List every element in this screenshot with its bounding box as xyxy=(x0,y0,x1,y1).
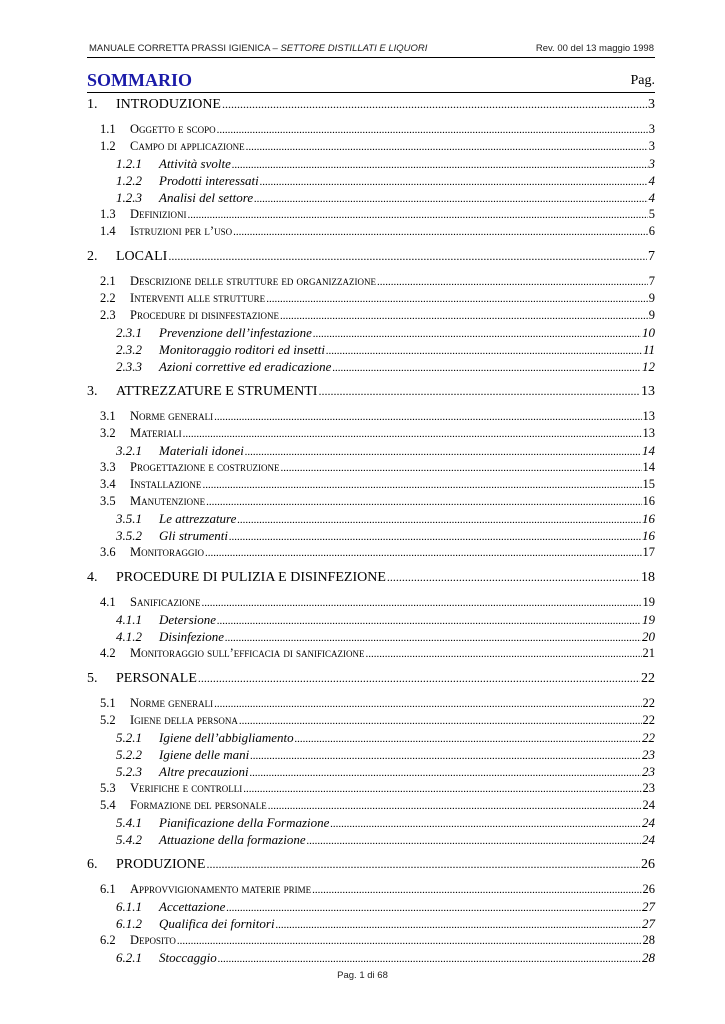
toc-entry-number: 5.4.2 xyxy=(116,832,142,847)
toc-entry-number: 4.1.2 xyxy=(116,629,142,644)
toc-entry-page: 13 xyxy=(642,426,655,440)
toc-dot-leader xyxy=(312,884,641,896)
page-footer: Pag. 1 di 68 xyxy=(337,970,388,981)
toc-entry-page: 26 xyxy=(642,882,655,896)
toc-entry-label: Stoccaggio xyxy=(159,950,217,965)
toc-entry[interactable] xyxy=(87,747,655,763)
toc-dot-leader xyxy=(377,276,648,288)
toc-entry[interactable] xyxy=(87,612,655,628)
toc-dot-leader xyxy=(326,345,642,357)
toc-entry-number: 3.1 xyxy=(100,409,116,423)
toc-entry[interactable] xyxy=(87,274,655,289)
toc-entry[interactable] xyxy=(87,443,655,459)
toc-entry[interactable] xyxy=(87,494,655,509)
toc-dot-leader xyxy=(313,328,641,340)
toc-entry-page: 16 xyxy=(642,528,655,543)
toc-entry-label: Monitoraggio xyxy=(130,545,204,559)
toc-entry-label: Campo di applicazione xyxy=(130,139,245,153)
toc-entry[interactable] xyxy=(87,713,655,728)
toc-dot-leader xyxy=(268,800,642,812)
toc-entry[interactable] xyxy=(87,325,655,341)
toc-dot-leader xyxy=(237,514,641,526)
toc-heading xyxy=(87,70,655,93)
toc-entry-label: Manutenzione xyxy=(130,494,206,508)
toc-dot-leader xyxy=(276,919,641,931)
toc-entry-number: 1.2.3 xyxy=(116,190,142,205)
toc-entry-page: 11 xyxy=(642,342,655,357)
toc-entry-label: Materiali xyxy=(130,426,182,440)
toc-entry[interactable] xyxy=(87,207,655,222)
toc-entry-label: Prevenzione dell’infestazione xyxy=(159,325,312,340)
toc-entry[interactable] xyxy=(87,545,655,560)
toc-dot-leader xyxy=(365,648,641,660)
toc-dot-leader xyxy=(217,615,641,627)
toc-entry-number: 1.1 xyxy=(100,122,116,136)
toc-entry-label: Monitoraggio roditori ed insetti xyxy=(159,342,325,357)
toc-entry-label: Interventi alle strutture xyxy=(130,291,266,305)
toc-entry-number: 6.1.2 xyxy=(116,916,142,931)
toc-entry-number: 5.3 xyxy=(100,781,116,795)
toc-entry-page: 24 xyxy=(642,815,655,830)
toc-entry-number: 3.5 xyxy=(100,494,116,508)
toc-entry[interactable] xyxy=(87,460,655,475)
toc-dot-leader xyxy=(243,783,641,795)
toc-dot-leader xyxy=(307,835,641,847)
toc-entry-number: 4.1.1 xyxy=(116,612,142,627)
toc-entry-number: 3.5.2 xyxy=(116,528,142,543)
header-title: MANUALE CORRETTA PRASSI IGIENICA – SETTORE DISTILLATI E LIQUORI xyxy=(89,43,428,54)
toc-dot-leader xyxy=(217,124,648,136)
toc-entry[interactable] xyxy=(87,857,655,873)
toc-entry[interactable] xyxy=(87,570,655,586)
toc-entry[interactable] xyxy=(87,764,655,780)
toc-entry[interactable] xyxy=(87,156,655,172)
page-header xyxy=(87,41,655,58)
toc-entry[interactable] xyxy=(87,730,655,746)
toc-entry-number: 3.5.1 xyxy=(116,511,142,526)
toc-dot-leader xyxy=(250,767,641,779)
toc-dot-leader xyxy=(254,193,647,205)
toc-entry-page: 20 xyxy=(642,629,655,644)
toc-entry-label: Disinfezione xyxy=(159,629,224,644)
toc-entry[interactable] xyxy=(87,511,655,527)
toc-entry-label: Accettazione xyxy=(159,899,226,914)
toc-entry-number: 3.6 xyxy=(100,545,116,559)
toc-entry[interactable] xyxy=(87,899,655,915)
toc-entry[interactable] xyxy=(87,815,655,831)
toc-entry-number: 3.4 xyxy=(100,477,116,491)
toc-entry[interactable] xyxy=(87,629,655,645)
toc-entry-page: 23 xyxy=(642,747,655,762)
toc-entry-number: 6. xyxy=(87,857,98,872)
toc-entry-number: 4.2 xyxy=(100,646,116,660)
toc-entry-number: 3. xyxy=(87,384,98,399)
toc-entry-number: 3.3 xyxy=(100,460,116,474)
toc-entry-page: 3 xyxy=(648,97,655,112)
toc-entry-page: 27 xyxy=(642,916,655,931)
toc-entry[interactable] xyxy=(87,224,655,239)
toc-entry-number: 2. xyxy=(87,249,98,264)
toc-entry[interactable] xyxy=(87,528,655,544)
toc-entry-number: 2.1 xyxy=(100,274,116,288)
toc-entry-page: 24 xyxy=(642,832,655,847)
toc-entry-label: Descrizione delle strutture ed organizzazione xyxy=(130,274,376,288)
toc-entry-number: 6.2 xyxy=(100,933,116,947)
toc-dot-leader xyxy=(239,715,642,727)
toc-entry-page: 14 xyxy=(642,443,655,458)
toc-entry-number: 1.3 xyxy=(100,207,116,221)
toc-dot-leader xyxy=(245,446,641,458)
toc-entry-page: 16 xyxy=(642,511,655,526)
toc-dot-leader xyxy=(183,428,642,440)
toc-entry-page: 5 xyxy=(648,207,655,221)
toc-entry-label: INTRODUZIONE xyxy=(116,97,221,112)
toc-entry-label: Materiali idonei xyxy=(159,443,244,458)
toc-entry-page: 3 xyxy=(648,139,655,153)
toc-entry-label: Deposito xyxy=(130,933,176,947)
toc-entry-number: 1.4 xyxy=(100,224,116,238)
toc-dot-leader xyxy=(246,141,648,153)
toc-entry-label: Definizioni xyxy=(130,207,187,221)
toc-dot-leader xyxy=(222,97,647,112)
toc-dot-leader xyxy=(188,209,648,221)
toc-entry[interactable] xyxy=(87,832,655,848)
toc-entry-label: Installazione xyxy=(130,477,202,491)
toc-entry-page: 7 xyxy=(648,274,655,288)
toc-entry-page: 19 xyxy=(642,595,655,609)
toc-dot-leader xyxy=(330,818,641,830)
toc-dot-leader xyxy=(226,902,641,914)
toc-entry-number: 2.3.3 xyxy=(116,359,142,374)
toc-entry-page: 21 xyxy=(642,646,655,660)
toc-entry-label: Le attrezzature xyxy=(159,511,237,526)
toc-dot-leader xyxy=(250,750,641,762)
toc-dot-leader xyxy=(295,733,641,745)
toc-entry[interactable] xyxy=(87,291,655,306)
toc-entry-page: 19 xyxy=(642,612,655,627)
toc-entry-label: LOCALI xyxy=(116,249,168,264)
toc-entry-label: Detersione xyxy=(159,612,217,627)
toc-entry-label: Analisi del settore xyxy=(159,190,254,205)
toc-entry-page: 12 xyxy=(642,359,655,374)
toc-entry-number: 5. xyxy=(87,671,98,686)
toc-entry-label: Procedure di disinfestazione xyxy=(130,308,279,322)
toc-entry[interactable] xyxy=(87,308,655,323)
toc-entry[interactable] xyxy=(87,950,655,966)
toc-entry-label: Progettazione e costruzione xyxy=(130,460,280,474)
toc-entry-page: 23 xyxy=(642,764,655,779)
toc-entry-label: Norme generali xyxy=(130,696,214,710)
toc-dot-leader xyxy=(206,857,640,872)
toc-entry-page: 18 xyxy=(641,570,655,585)
toc-entry-label: Norme generali xyxy=(130,409,214,423)
toc-dot-leader xyxy=(318,384,640,399)
toc-entry-page: 27 xyxy=(642,899,655,914)
toc-entry-number: 5.4 xyxy=(100,798,116,812)
toc-entry-number: 3.2.1 xyxy=(116,443,142,458)
toc-entry[interactable] xyxy=(87,426,655,441)
toc-dot-leader xyxy=(266,293,648,305)
toc-entry-label: Verifiche e controlli xyxy=(130,781,243,795)
toc-entry-page: 16 xyxy=(642,494,655,508)
toc-entry-number: 5.2.1 xyxy=(116,730,142,745)
toc-entry-label: Approvvigionamento materie prime xyxy=(130,882,312,896)
toc-entry-page: 3 xyxy=(648,156,655,171)
toc-entry-number: 5.2 xyxy=(100,713,116,727)
toc-entry[interactable] xyxy=(87,359,655,375)
toc-entry-label: Attuazione della formazione xyxy=(159,832,306,847)
toc-entry-label: ATTREZZATURE E STRUMENTI xyxy=(116,384,318,399)
toc-entry-page: 15 xyxy=(642,477,655,491)
toc-title: SOMMARIO xyxy=(87,70,192,90)
toc-entry[interactable] xyxy=(87,933,655,948)
toc-entry[interactable] xyxy=(87,798,655,813)
toc-entry[interactable] xyxy=(87,190,655,206)
toc-dot-leader xyxy=(332,362,641,374)
toc-entry-page: 28 xyxy=(642,950,655,965)
toc-dot-leader xyxy=(205,547,642,559)
toc-dot-leader xyxy=(229,531,641,543)
toc-entry-page: 9 xyxy=(648,308,655,322)
toc-entry[interactable] xyxy=(87,882,655,897)
toc-entry-page: 22 xyxy=(642,713,655,727)
toc-dot-leader xyxy=(168,249,647,264)
toc-entry[interactable] xyxy=(87,342,655,358)
toc-dot-leader xyxy=(260,176,648,188)
toc-entry-label: PERSONALE xyxy=(116,671,197,686)
toc-entry-page: 7 xyxy=(648,249,655,264)
toc-entry-number: 1.2.2 xyxy=(116,173,142,188)
toc-dot-leader xyxy=(387,570,640,585)
toc-entry-label: Igiene delle mani xyxy=(159,747,250,762)
page-column-label: Pag. xyxy=(630,73,655,88)
toc-dot-leader xyxy=(225,632,641,644)
header-revision: Rev. 00 del 13 maggio 1998 xyxy=(535,43,654,54)
toc-entry[interactable] xyxy=(87,646,655,661)
toc-entry-page: 4 xyxy=(648,190,655,205)
toc-dot-leader xyxy=(214,698,641,710)
toc-entry[interactable] xyxy=(87,97,655,113)
toc-entry-page: 6 xyxy=(648,224,655,238)
toc-entry-number: 5.1 xyxy=(100,696,116,710)
toc-entry-page: 4 xyxy=(648,173,655,188)
toc-dot-leader xyxy=(214,411,641,423)
toc-entry-label: PRODUZIONE xyxy=(116,857,206,872)
toc-dot-leader xyxy=(202,479,641,491)
toc-entry-number: 3.2 xyxy=(100,426,116,440)
toc-entry-label: Gli strumenti xyxy=(159,528,228,543)
toc-entry[interactable] xyxy=(87,122,655,137)
toc-entry-label: Igiene dell’abbigliamento xyxy=(159,730,294,745)
toc-entry[interactable] xyxy=(87,173,655,189)
toc-dot-leader xyxy=(177,935,642,947)
toc-entry-page: 13 xyxy=(642,409,655,423)
toc-entry-page: 22 xyxy=(642,696,655,710)
toc-entry[interactable] xyxy=(87,249,655,265)
toc-entry-number: 2.3.1 xyxy=(116,325,142,340)
toc-entry[interactable] xyxy=(87,671,655,687)
toc-entry-page: 9 xyxy=(648,291,655,305)
toc-entry-label: Azioni correttive ed eradicazione xyxy=(159,359,332,374)
toc-entry[interactable] xyxy=(87,696,655,711)
toc-entry-number: 1. xyxy=(87,97,98,112)
toc-entry-page: 22 xyxy=(642,730,655,745)
toc-entry-label: Igiene della persona xyxy=(130,713,238,727)
toc-dot-leader xyxy=(201,597,641,609)
toc-dot-leader xyxy=(218,953,641,965)
toc-entry-number: 6.1 xyxy=(100,882,116,896)
toc-entry-page: 24 xyxy=(642,798,655,812)
toc-entry-number: 5.2.3 xyxy=(116,764,142,779)
toc-entry-label: Altre precauzioni xyxy=(159,764,249,779)
toc-entry-number: 1.2.1 xyxy=(116,156,142,171)
toc-entry[interactable] xyxy=(87,139,655,154)
toc-entry-label: PROCEDURE DI PULIZIA E DISINFEZIONE xyxy=(116,570,386,585)
toc-entry-label: Qualifica dei fornitori xyxy=(159,916,275,931)
toc-entry-page: 3 xyxy=(648,122,655,136)
toc-entry-label: Monitoraggio sull’efficacia di sanificazione xyxy=(130,646,365,660)
toc-entry-label: Attività svolte xyxy=(159,156,231,171)
toc-dot-leader xyxy=(206,496,641,508)
toc-entry[interactable] xyxy=(87,916,655,932)
toc-entry-label: Sanificazione xyxy=(130,595,201,609)
toc-entry-number: 6.2.1 xyxy=(116,950,142,965)
toc-entry-page: 13 xyxy=(641,384,655,399)
toc-entry-number: 4. xyxy=(87,570,98,585)
toc-entry-label: Istruzioni per l’uso xyxy=(130,224,233,238)
toc-entry-number: 5.2.2 xyxy=(116,747,142,762)
toc-entry-page: 28 xyxy=(642,933,655,947)
toc-dot-leader xyxy=(233,226,648,238)
toc-entry-label: Formazione del personale xyxy=(130,798,267,812)
toc-entry-number: 2.2 xyxy=(100,291,116,305)
toc-entry-page: 14 xyxy=(642,460,655,474)
toc-entry-page: 22 xyxy=(641,671,655,686)
toc-entry-number: 2.3.2 xyxy=(116,342,142,357)
toc-dot-leader xyxy=(198,671,640,686)
toc-entry-label: Oggetto e scopo xyxy=(130,122,216,136)
toc-entry-page: 26 xyxy=(641,857,655,872)
toc-entry-number: 6.1.1 xyxy=(116,899,142,914)
toc-dot-leader xyxy=(280,310,648,322)
toc-entry-page: 10 xyxy=(642,325,655,340)
toc-dot-leader xyxy=(280,462,641,474)
toc-dot-leader xyxy=(232,159,648,171)
toc-entry-number: 5.4.1 xyxy=(116,815,142,830)
toc-entry-number: 2.3 xyxy=(100,308,116,322)
toc-entry-page: 17 xyxy=(642,545,655,559)
toc-entry-number: 1.2 xyxy=(100,139,116,153)
toc-entry-label: Prodotti interessati xyxy=(159,173,259,188)
toc-entry[interactable] xyxy=(87,409,655,424)
toc-entry-label: Pianificazione della Formazione xyxy=(159,815,330,830)
toc-entry[interactable] xyxy=(87,477,655,492)
toc-entry-number: 4.1 xyxy=(100,595,116,609)
toc-entry[interactable] xyxy=(87,384,655,400)
toc-entry-page: 23 xyxy=(642,781,655,795)
toc-entry[interactable] xyxy=(87,595,655,610)
toc-entry[interactable] xyxy=(87,781,655,796)
